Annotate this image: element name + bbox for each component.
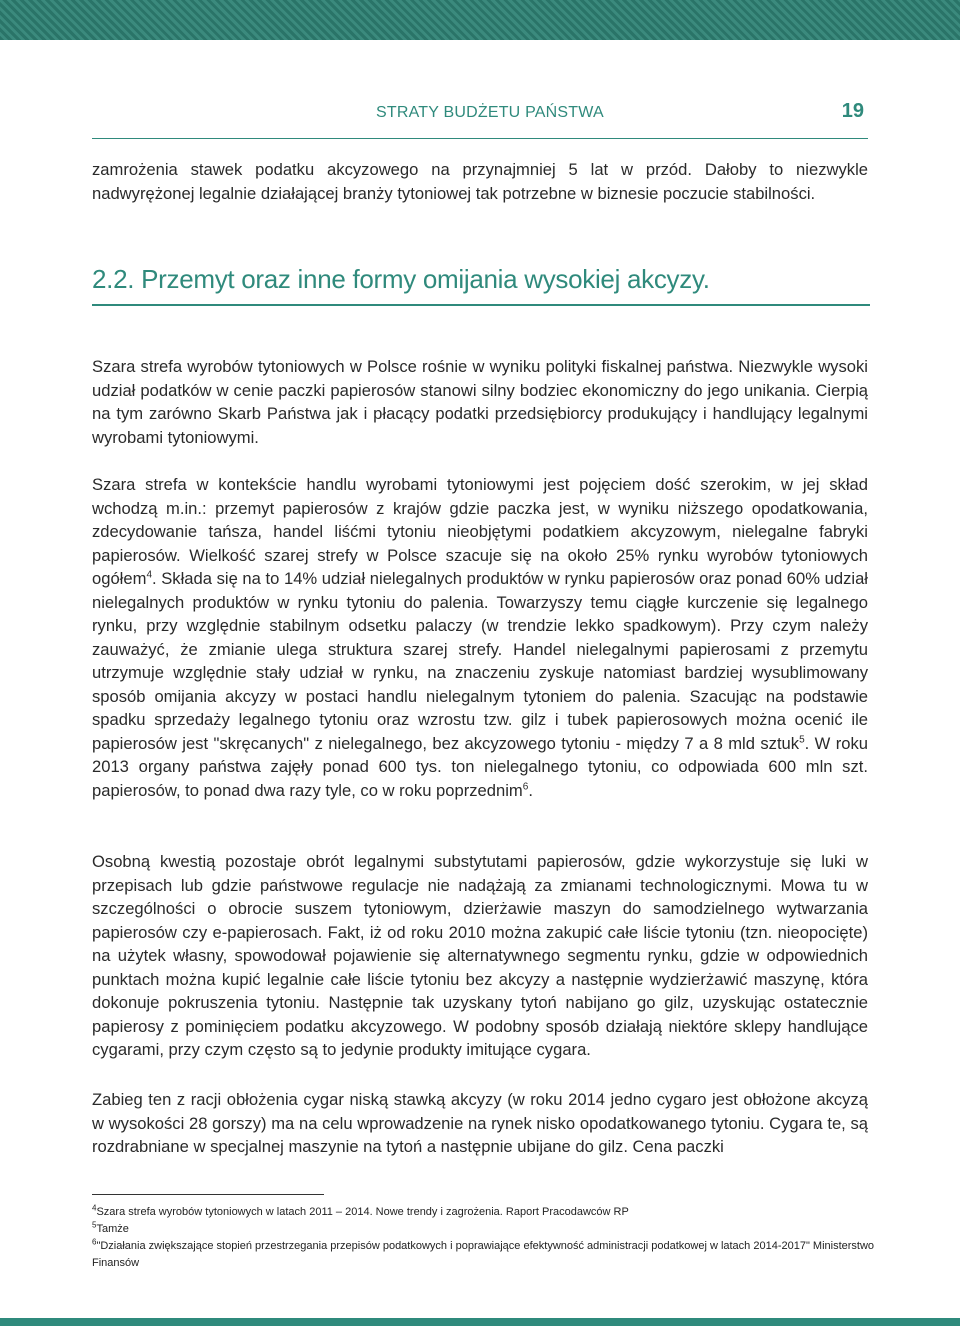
intro-paragraph-text: zamrożenia stawek podatku akcyzowego na przynajmniej 5 lat w przód. Dałoby to niezwykle nadwyrężonej legalnie działającej branży tytoniowej tak potrzebne w biznesie poczucie stabilności. [92,160,868,203]
footnote-text: "Działania zwiększające stopień przestrzegania przepisów podatkowych i poprawiające efektywność administracji podatkowej w latach 2014-2017" Ministerstwo Finansów [92,1240,875,1269]
section-heading-text: 2.2. Przemyt oraz inne formy omijania wysokiej akcyzy. [92,264,710,294]
footnote-marker: 4 [92,1203,97,1213]
footnote-text: Szara strefa wyrobów tytoniowych w latach 2011 – 2014. Nowe trendy i zagrożenia. Raport Pracodawców RP [96,1206,629,1218]
section-heading [92,262,870,306]
running-header-title: STRATY BUDŻETU PAŃSTWA [376,104,604,121]
footnote-marker: 5 [92,1220,97,1230]
paragraph-3 [92,850,868,1062]
paragraph-2-part-c: . W roku 2013 organy państwa zajęły ponad 600 tys. ton nielegalnego tytoniu, co odpowiada 600 mln szt. papierosów, to ponad dwa razy tyle, co w roku poprzednim [92,733,868,800]
intro-paragraph [92,158,868,205]
page-number: 19 [841,100,864,122]
footnote-ref-5[interactable]: 5 [799,733,805,745]
paragraph-2-text [92,473,868,802]
footnote-5 [92,1221,892,1238]
bottom-decorative-bar [0,1318,960,1326]
paragraph-4-text: Zabieg ten z racji obłożenia cygar niską stawką akcyzy (w roku 2014 jedno cygaro jest obłożone akcyzą w wysokości 28 gorszy) ma na celu wprowadzenie na rynek nisko opodatkowanego tytoniu. Cygara te, są rozdrabniane w specjalnej maszynie na tytoń a następnie ubijane do gilz. Cena paczki [92,1090,868,1156]
paragraph-1-text: Szara strefa wyrobów tytoniowych w Polsce rośnie w wyniku polityki fiskalnej państwa. Niezwykle wysoki udział podatków w cenie paczki papierosów stanowi silny bodziec ekonomiczny do jego unikania. Cierpią na tym zarówno Skarb Państwa jak i płacący podatki przedsiębiorcy produkujący i handlujący legalnymi wyrobami tytoniowymi. [92,357,868,447]
paragraph-2-part-a: Szara strefa w kontekście handlu wyrobami tytoniowymi jest pojęciem dość szerokim, w jej skład wchodzą m.in.: przemyt papierosów z krajów gdzie paczka jest, w wyniku niższego opodatkowania, zdecydowanie tańsza, handel liśćmi tytoniu nieobjętymi podatkiem akcyzowym, nielegalne fabryki papierosów. Wielkość szarej strefy w Polsce szacuje się na około 25% rynku wyrobów tytoniowych ogółem [92,475,868,588]
paragraph-2-part-d: . [528,780,533,800]
footnote-ref-6[interactable]: 6 [522,780,529,792]
paragraph-2-part-b: . Składa się na to 14% udział nielegalnych produktów w rynku papierosów oraz ponad 60% udział nielegalnych produktów w rynku tytoniu do palenia. Towarzyszy temu ciągłe kurczenie się legalnego rynku, przy względnie stabilnym odsetku palaczy (w trendzie lekko spadkowym). Przy czym należy zauważyć, że zmianie ulega struktura szarej strefy. Handel nielegalnymi papierosami z przemytu utrzymuje względnie stały udział w rynku, na znaczeniu zyskuje natomiast bardziej wysublimowany sposób omijania akcyzy w postaci handlu nielegalnym tytoniem do palenia. Szacując na podstawie spadku sprzedaży legalnego tytoniu oraz wzrostu tzw. gilz i tubek papierosowych można ocenić ile papierosów jest "skręcanych" z nielegalnego, bez akcyzowego tytoniu - między 7 a 8 mld sztuk [92,569,868,753]
footnote-separator [92,1194,324,1195]
paragraph-4 [92,1088,868,1159]
footnote-6 [92,1238,892,1272]
footnote-ref-4[interactable]: 4 [146,569,152,581]
footnote-marker: 6 [92,1237,97,1247]
footnote-text: Tamże [96,1223,129,1235]
paragraph-1 [92,355,868,449]
page-header [92,80,868,139]
paragraph-3-text: Osobną kwestią pozostaje obrót legalnymi substytutami papierosów, gdzie wykorzystuje się luki w przepisach lub gdzie państwowe regulacje nie nadążają za zmianami technologicznymi. Mowa tu w szczególności o obrocie suszem tytoniowym, dzierżawie maszyn do samodzielnego wytwarzania papierosów czy e-papierosach. Fakt, iż od roku 2010 można zakupić całe liście tytoniu (tzn. nieopocięte) na użytek własny, spowodował pojawienie się alternatywnego segmentu rynku, gdzie w odpowiednich punktach można kupić legalnie całe liście tytoniu bez akcyzy a następnie wydzierżawić maszynę, która dokonuje pokruszenia tytoniu. Następnie tak uzyskany tytoń nabijano go gilz, uzyskując ostatecznie papierosy z pominięciem podatku akcyzowego. W podobny sposób działają niektóre sklepy handlujące cygarami, przy czym często są to jedynie produkty imitujące cygara. [92,852,868,1059]
paragraph-2 [92,473,868,802]
top-decorative-bar [0,0,960,40]
footnotes [92,1204,892,1272]
footnote-4 [92,1204,892,1221]
